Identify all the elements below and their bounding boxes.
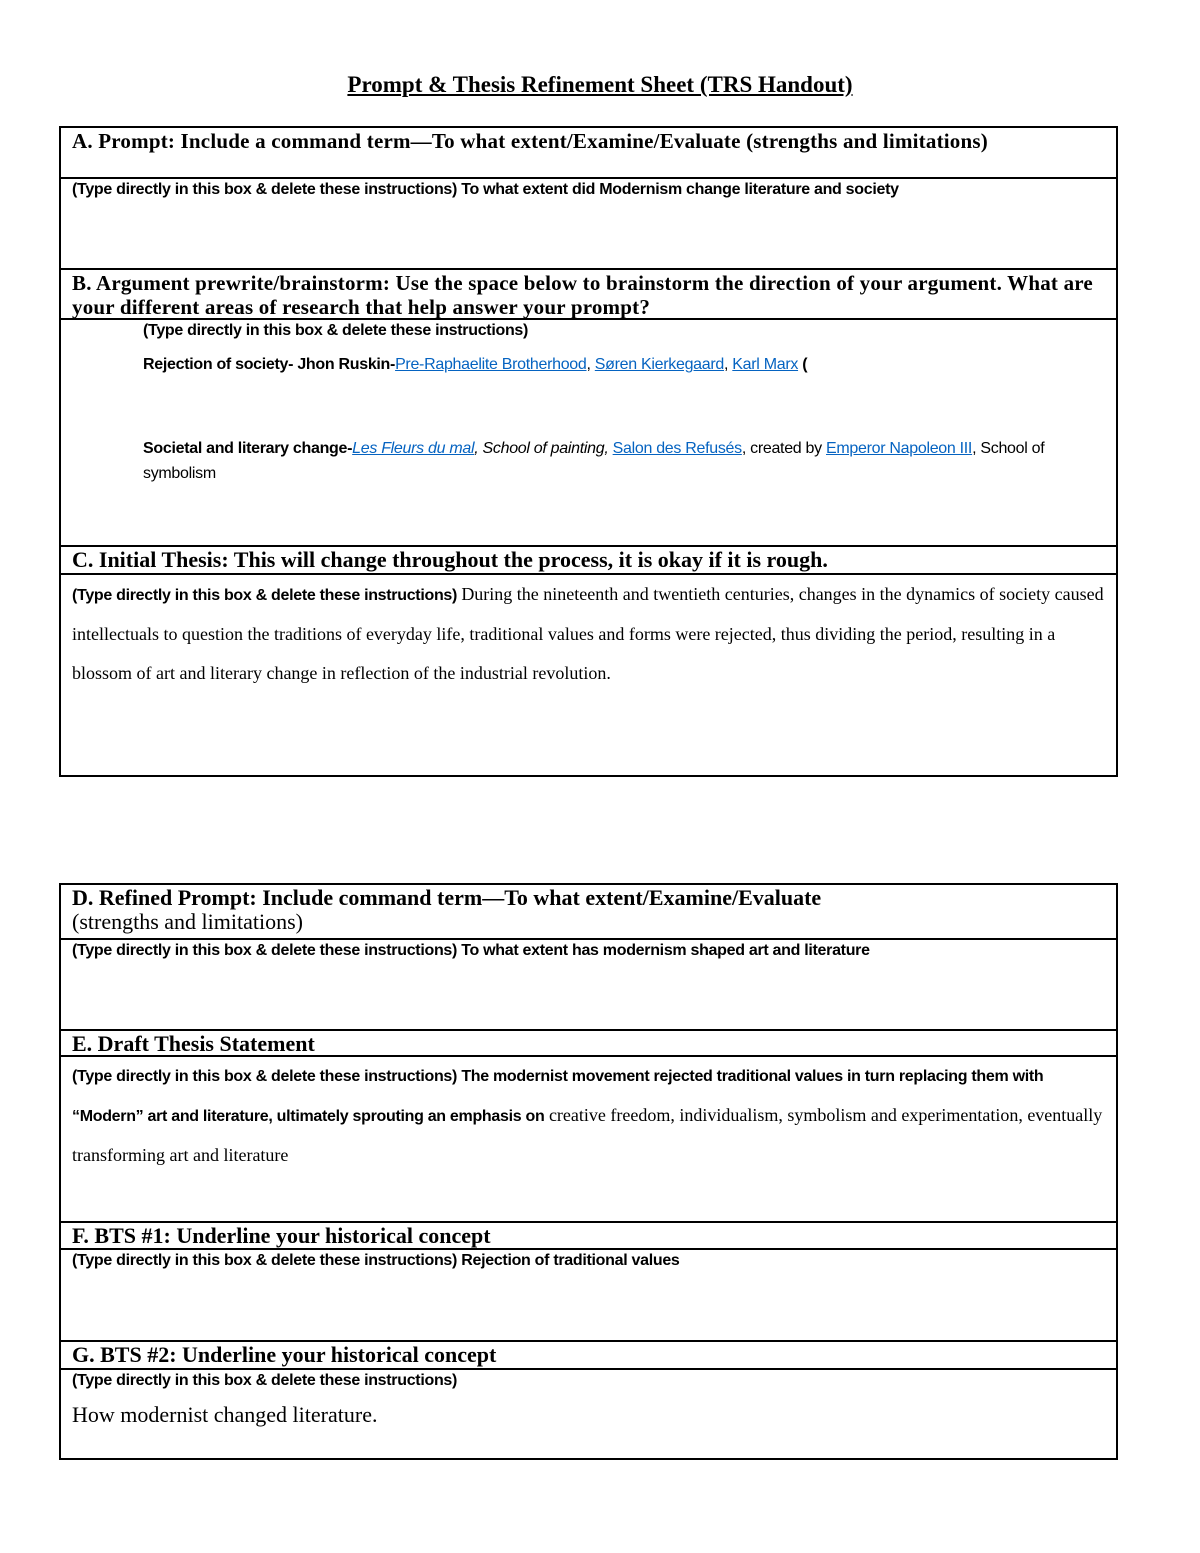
link-kierkegaard[interactable]: Søren Kierkegaard bbox=[594, 356, 724, 373]
section-a-header-row bbox=[61, 128, 1116, 179]
brainstorm-line-2-tail: , School of symbolism bbox=[143, 440, 1045, 482]
section-c-header: C. Initial Thesis: This will change throughout the process, it is okay if it is rough. bbox=[72, 547, 828, 572]
section-a-header: A. Prompt: Include a command term—To what extent/Examine/Evaluate (strengths and limitations) bbox=[72, 129, 988, 153]
section-b-response[interactable] bbox=[61, 320, 1116, 486]
instruction-text: (Type directly in this box & delete these instructions) bbox=[72, 1068, 458, 1085]
section-c-response[interactable] bbox=[61, 575, 1116, 693]
instruction-text: (Type directly in this box & delete these instructions) bbox=[143, 322, 529, 339]
refinement-table-2 bbox=[59, 883, 1118, 1460]
section-g-response-text: How modernist changed literature. bbox=[72, 1402, 378, 1427]
section-e-response-rest: creative freedom, individualism, symbolism and experimentation, eventually transforming art and literature bbox=[72, 1105, 1103, 1165]
section-c-response-text: During the nineteenth and twentieth centuries, changes in the dynamics of society caused intellectuals to question the traditions of everyday life, traditional values and forms were rejected, thus dividing the period, resulting in a blossom of art and literary change in reflection of the industrial revolution. bbox=[72, 584, 1104, 683]
section-d-header-bold: D. Refined Prompt: Include command term—To what extent/Examine/Evaluate bbox=[72, 885, 822, 910]
section-g-response-cell[interactable] bbox=[61, 1370, 1116, 1458]
brainstorm-line-1 bbox=[72, 356, 1106, 374]
section-a-response[interactable] bbox=[61, 179, 1116, 199]
section-g-header: G. BTS #2: Underline your historical concept bbox=[72, 1342, 497, 1367]
instruction-text: (Type directly in this box & delete these instructions) bbox=[72, 181, 458, 198]
section-a-response-cell[interactable] bbox=[61, 179, 1116, 270]
section-d-response[interactable] bbox=[61, 940, 1116, 960]
link-salon-des-refuses[interactable]: Salon des Refusés bbox=[612, 440, 742, 457]
separator: , bbox=[586, 356, 595, 373]
instruction-text: (Type directly in this box & delete these instructions) bbox=[72, 942, 458, 959]
brainstorm-line-1-lead: Rejection of society- Jhon Ruskin- bbox=[143, 356, 396, 373]
section-d-header-rest: (strengths and limitations) bbox=[72, 909, 303, 934]
section-c-response-cell[interactable] bbox=[61, 575, 1116, 775]
page-title: Prompt & Thesis Refinement Sheet (TRS Handout) bbox=[347, 72, 853, 97]
separator: , bbox=[724, 356, 733, 373]
instruction-text: (Type directly in this box & delete these instructions) bbox=[72, 587, 458, 604]
section-f-header: F. BTS #1: Underline your historical concept bbox=[72, 1223, 491, 1248]
section-b-header-row bbox=[61, 270, 1116, 320]
section-d-response-cell[interactable] bbox=[61, 940, 1116, 1031]
section-f-header-row bbox=[61, 1223, 1116, 1250]
section-d-response-text: To what extent has modernism shaped art and literature bbox=[461, 942, 870, 959]
refinement-table-1 bbox=[59, 126, 1118, 777]
link-napoleon-iii[interactable]: Emperor Napoleon III bbox=[826, 440, 973, 457]
section-g-response[interactable] bbox=[61, 1370, 1116, 1428]
brainstorm-line-2 bbox=[72, 436, 1106, 486]
section-d-header-row bbox=[61, 885, 1116, 940]
instruction-text: (Type directly in this box & delete these instructions) bbox=[72, 1372, 458, 1389]
section-e-response-bold: The modernist movement rejected traditional values in turn replacing them with “Modern” art and literature, ultimately sprouting an emphasis on bbox=[72, 1068, 1044, 1125]
section-e-response[interactable] bbox=[61, 1057, 1116, 1175]
section-f-response-cell[interactable] bbox=[61, 1250, 1116, 1342]
section-f-response-text: Rejection of traditional values bbox=[461, 1252, 680, 1269]
brainstorm-line-1-tail: ( bbox=[798, 356, 808, 373]
section-d-header bbox=[61, 885, 1116, 934]
section-e-header-row bbox=[61, 1031, 1116, 1057]
section-f-response[interactable] bbox=[61, 1250, 1116, 1270]
link-pre-raphaelite[interactable]: Pre-Raphaelite Brotherhood bbox=[395, 356, 587, 373]
section-a-response-text: To what extent did Modernism change literature and society bbox=[461, 181, 899, 198]
section-b-header: B. Argument prewrite/brainstorm: Use the space below to brainstorm the direction of your argument. What are your different areas of research that help answer your prompt? bbox=[72, 271, 1093, 319]
section-g-header-row bbox=[61, 1342, 1116, 1370]
section-e-header: E. Draft Thesis Statement bbox=[72, 1031, 315, 1056]
brainstorm-line-2-mid: , School of painting, bbox=[474, 440, 613, 457]
link-les-fleurs-du-mal[interactable]: Les Fleurs du mal bbox=[352, 440, 475, 457]
brainstorm-line-2-lead: Societal and literary change- bbox=[143, 440, 353, 457]
brainstorm-line-2-mid: , created by bbox=[741, 440, 826, 457]
section-c-header-row bbox=[61, 547, 1116, 575]
section-e-response-cell[interactable] bbox=[61, 1057, 1116, 1223]
section-b-response-cell[interactable] bbox=[61, 320, 1116, 547]
instruction-text: (Type directly in this box & delete these instructions) bbox=[72, 1252, 458, 1269]
link-karl-marx[interactable]: Karl Marx bbox=[732, 356, 799, 373]
